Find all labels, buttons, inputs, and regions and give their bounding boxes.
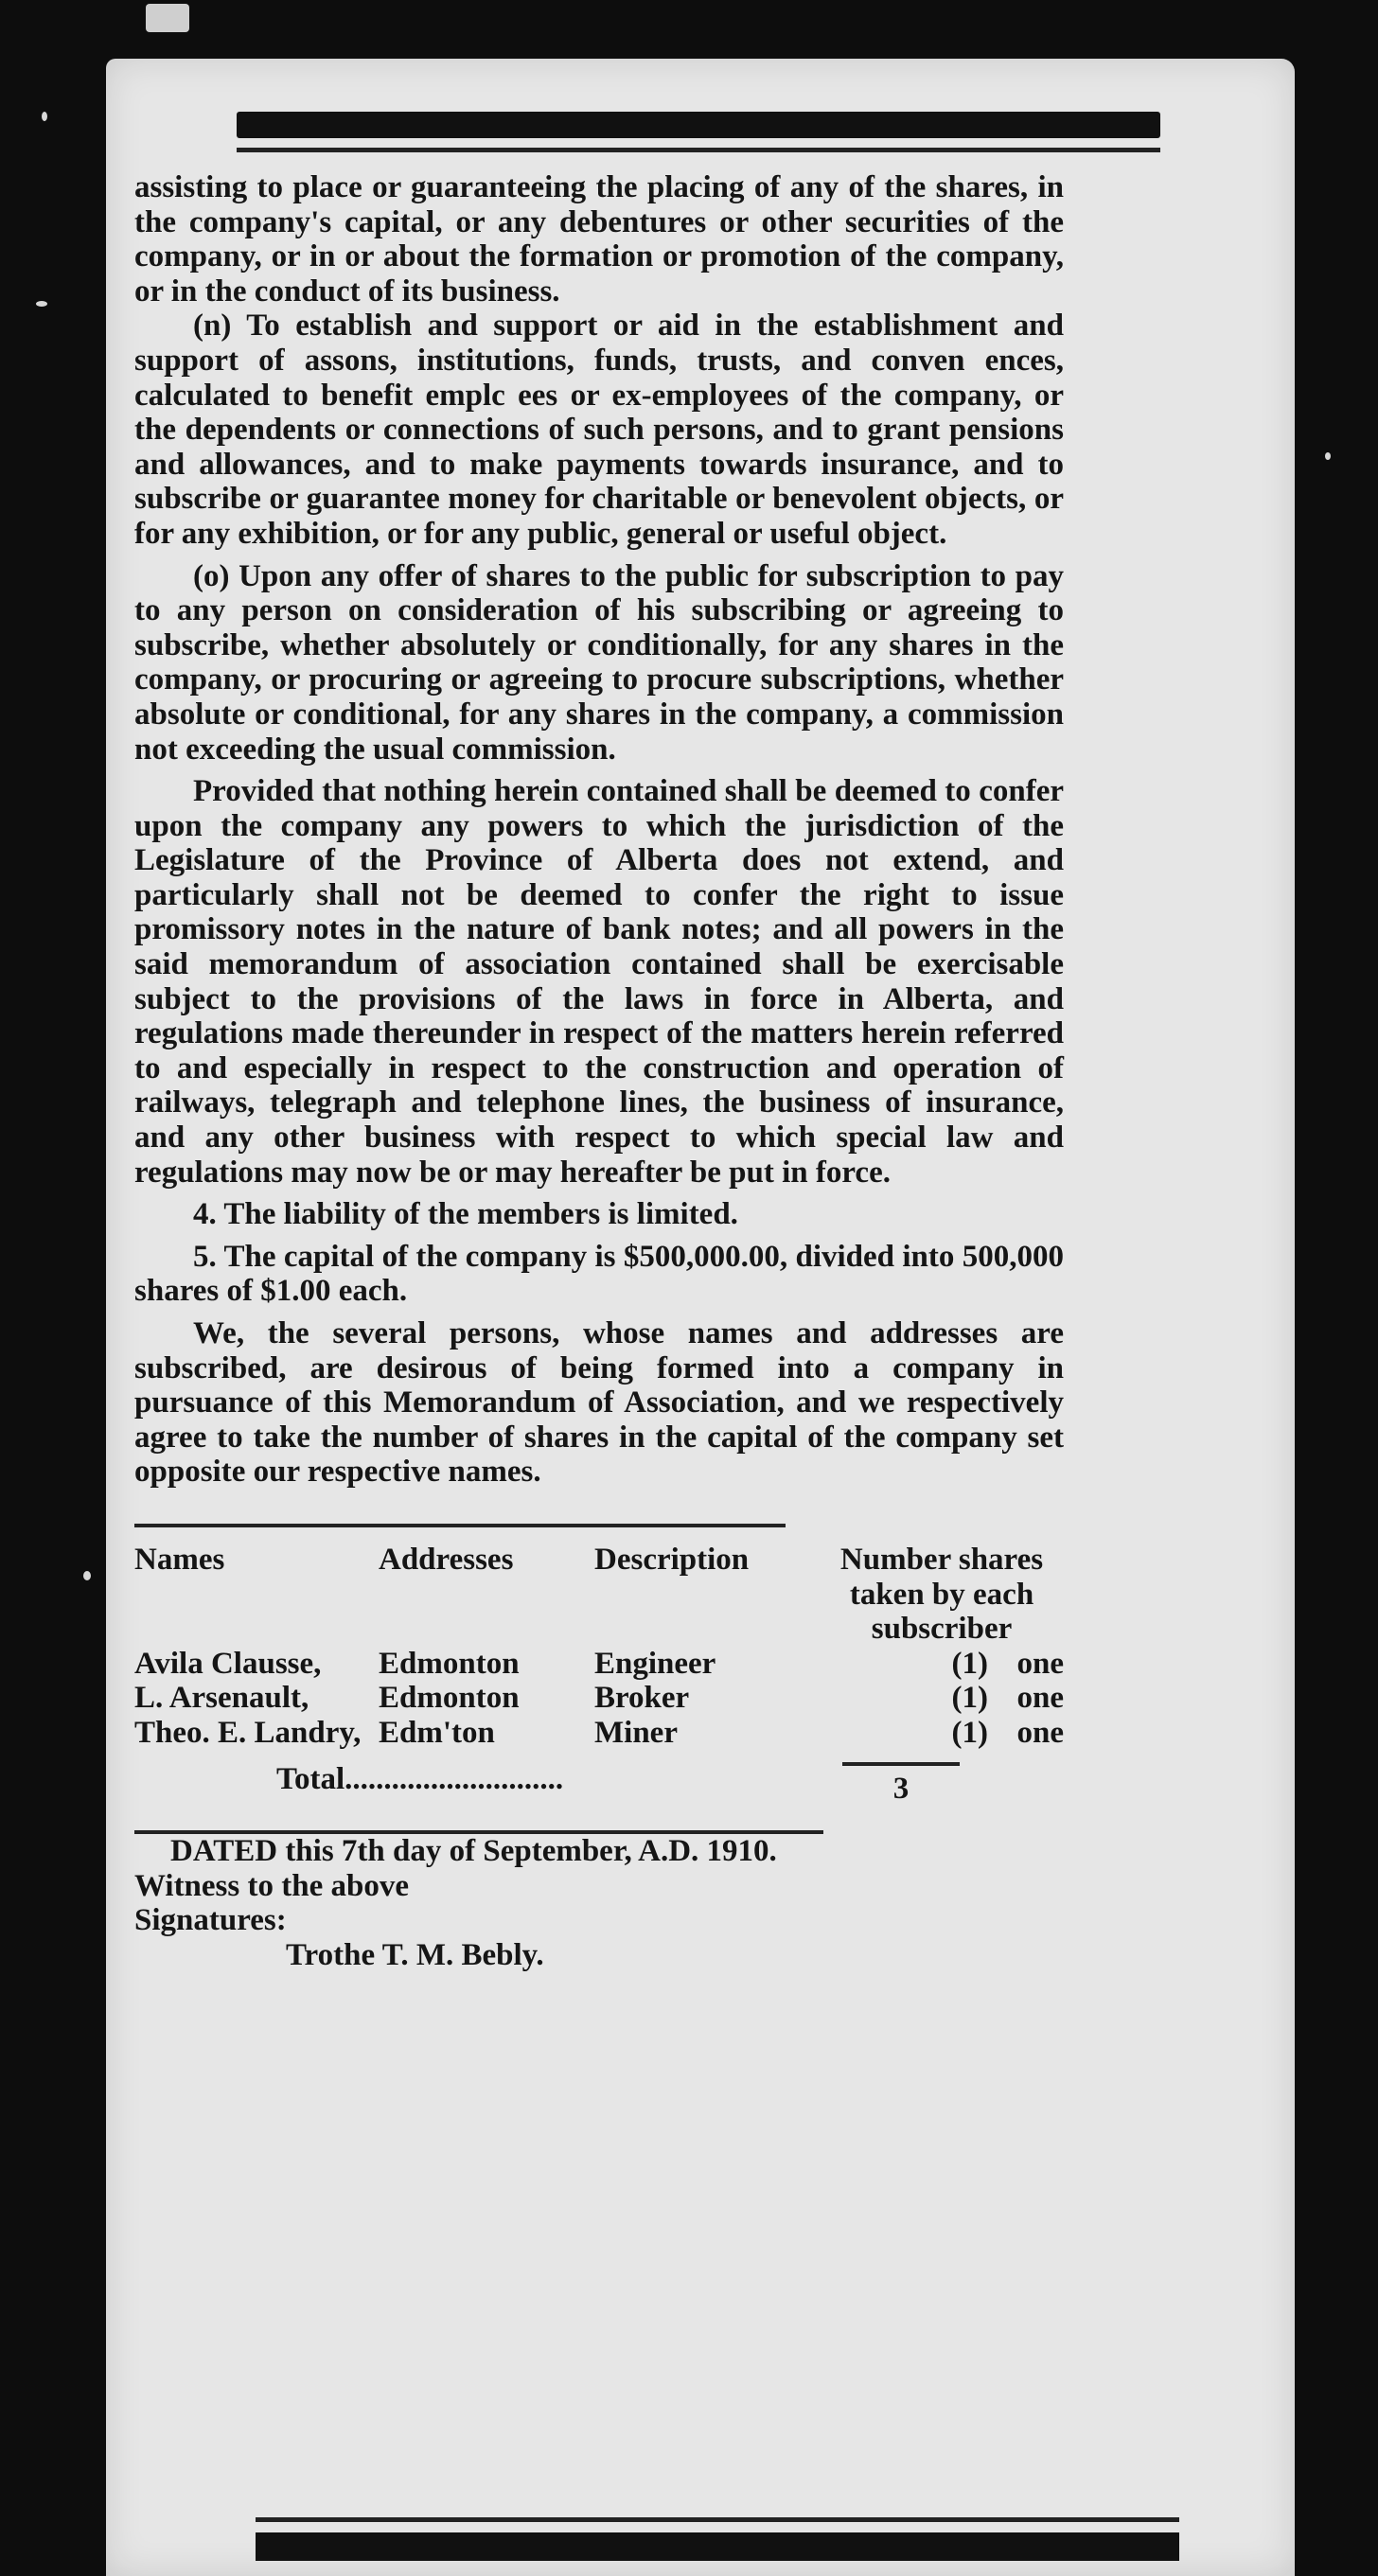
- witness-line: Witness to the above: [134, 1868, 409, 1903]
- total-row: [134, 1762, 1064, 1807]
- paragraph-business-conduct: assisting to place or guaranteeing the placing of any of the shares, in the company's capital, or any debentures or other securities of the company, or in or about the formation or promotion of the company, or in the conduct of its business.: [134, 170, 1064, 309]
- subscriber-table: [134, 1543, 1064, 1806]
- table-row: [134, 1647, 1064, 1682]
- paragraph-liability: 4. The liability of the members is limited.: [193, 1197, 738, 1232]
- subscriber-description: Miner: [594, 1715, 678, 1750]
- subscriber-name: L. Arsenault,: [134, 1681, 309, 1716]
- subscriber-address: Edmonton: [379, 1681, 520, 1716]
- table-header: [134, 1543, 1064, 1647]
- shares-number: (1): [951, 1715, 988, 1750]
- paragraph-subscribers: We, the several persons, whose names and addresses are subscribed, are desirous of being formed into a company in pursuance of this Memorandum of Association, and we respectively agree to take the number of shares in the capital of the company set opposite our respective names.: [134, 1316, 1064, 1490]
- header-addresses: Addresses: [379, 1542, 514, 1577]
- subscriber-address: Edm'ton: [379, 1715, 495, 1750]
- subscriber-name: Theo. E. Landry,: [134, 1715, 362, 1750]
- top-rule-thick: [237, 112, 1160, 138]
- table-row: [134, 1716, 1064, 1751]
- signatures-label: Signatures:: [134, 1903, 287, 1938]
- header-number: Number shares taken by each subscriber: [839, 1542, 1044, 1647]
- bottom-rule-thick: [256, 2532, 1179, 2561]
- subscriber-description: Engineer: [594, 1646, 716, 1681]
- background-speck: [146, 4, 189, 32]
- table-row: [134, 1681, 1064, 1716]
- background-speck: [83, 1571, 91, 1580]
- shares-number: (1): [951, 1646, 988, 1681]
- background-speck: [1325, 452, 1331, 460]
- bottom-rule-thin: [256, 2517, 1179, 2522]
- subscriber-address: Edmonton: [379, 1646, 520, 1681]
- paragraph-capital: 5. The capital of the company is $500,000.00, divided into 500,000 shares of $1.00 each.: [134, 1239, 1064, 1309]
- background-speck: [42, 112, 47, 121]
- top-rule-thin: [237, 148, 1160, 152]
- table-top-rule: [134, 1524, 786, 1527]
- paragraph-o-share-commission: (o) Upon any offer of shares to the public for subscription to pay to any person on consideration of his subscribing or agreeing to subscribe, whether absolutely or conditionally, for any shares in the company, or procuring or agreeing to procure subscriptions, whether absolute or conditional, for any shares in the company, a commission not exceeding the usual commission.: [134, 558, 1064, 767]
- shares-word: one: [1016, 1646, 1064, 1681]
- shares-number: (1): [951, 1681, 988, 1716]
- subscriber-name: Avila Clausse,: [134, 1646, 322, 1681]
- document-text: [134, 170, 1064, 1973]
- subscriber-description: Broker: [594, 1681, 690, 1716]
- header-description: Description: [594, 1542, 750, 1577]
- subscriber-shares: [831, 1647, 1064, 1682]
- subscriber-shares: [831, 1716, 1064, 1751]
- signer-name: Trothe T. M. Bebly.: [286, 1937, 544, 1972]
- shares-word: one: [1016, 1681, 1064, 1716]
- subscriber-shares: [831, 1681, 1064, 1716]
- paragraph-n-employee-support: (n) To establish and support or aid in the establishment and support of assons, institutions, funds, trusts, and conven ences, calculated to benefit emplc ees or ex-employees of the company, or the dependents or connections of such persons, and to grant pensions and allowances, and to make payments towards insurance, and to subscribe or guarantee money for charitable or benevolent objects, or for any exhibition, or for any public, general or useful object.: [134, 309, 1064, 551]
- dated-line: DATED this 7th day of September, A.D. 1910.: [170, 1834, 777, 1869]
- paragraph-proviso: Provided that nothing herein contained shall be deemed to confer upon the company any powers to which the jurisdiction of the Legislature of the Province of Alberta does not extend, and particularly shall not be deemed to confer the right to issue promissory notes in the nature of bank notes; and all powers in the said memorandum of association contained shall be exercisable subject to the provisions of the laws in force in Alberta, and regulations made thereunder in respect of the matters herein referred to and especially in respect to the construction and operation of railways, telegraph and telephone lines, the business of insurance, and any other business with respect to which special law and regulations may now be or may hereafter be put in force.: [134, 774, 1064, 1190]
- header-names: Names: [134, 1542, 225, 1577]
- total-label: Total............................: [276, 1761, 564, 1796]
- background-speck: [36, 301, 47, 307]
- total-value: 3: [842, 1762, 960, 1807]
- shares-word: one: [1016, 1715, 1064, 1750]
